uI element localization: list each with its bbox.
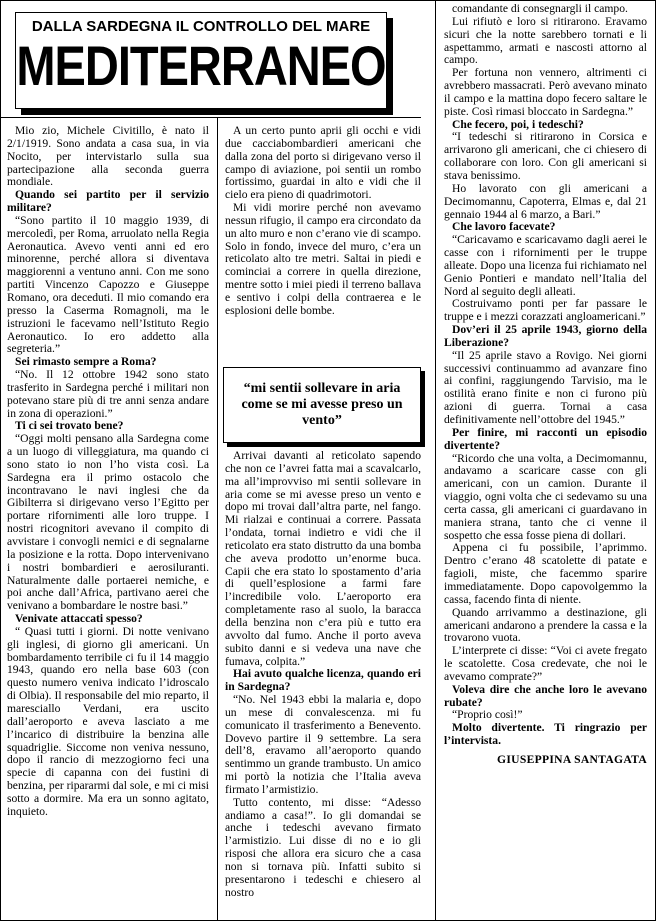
article-paragraph: Mio zio, Michele Civitillo, è nato il 2/1/1919. Sono andata a casa sua, in via Nocito, per intervistarlo sulla sua partecipazione alla seconda guerra mondiale.	[7, 125, 209, 189]
article-paragraph: “Caricavamo e scaricavamo dagli aerei le casse con i rifornimenti per le truppe alleate. Dopo una licenza fui richiamato nel Genio Pontieri e mandato nell’Italia del Nord al seguito degli alleati.	[444, 233, 647, 298]
article-paragraph: Mi vidi morire perché non avevamo nessun rifugio, il campo era circondato da un alto muro e non c’erano vie di scampo. Solo in fondo, invece del muro, c’era un reticolato alto tre metri. Saltai in piedi e cominciai a correre in quella direzione, mentre sotto i miei piedi il terreno ballava e sentivo i colpi della contraerea e le esplosioni delle bombe.	[225, 201, 421, 317]
interview-question: Molto divertente. Ti ringrazio per l’intervista.	[444, 721, 647, 748]
headline-box	[15, 12, 387, 109]
article-paragraph: “Proprio così!”	[452, 708, 523, 722]
interview-question: Sei rimasto sempre a Roma?	[15, 355, 157, 369]
article-paragraph: Appena ci fu possibile, l’aprimmo. Dentro c’erano 48 scatolette di patate e fagioli, miste, che facemmo sparire immediatamente. Dopo capovolgemmo la cassa, facendo finta di niente.	[444, 541, 647, 606]
article-column-2-bottom	[225, 450, 421, 915]
interview-question: Venivate attaccati spesso?	[15, 612, 143, 626]
interview-question: Ti ci sei trovato bene?	[15, 419, 124, 433]
article-paragraph: comandante di consegnargli il campo.	[452, 3, 628, 15]
interview-question: Voleva dire che anche loro le avevano rubate?	[444, 682, 647, 709]
article-paragraph: Quando arrivammo a destinazione, gli americani andarono a prendere la cassa e la trovarono vuota.	[444, 605, 647, 645]
article-paragraph: L’interprete ci disse: “Voi ci avete fregato le scatolette. Cosa credevate, che noi le avevamo comprate?”	[444, 644, 647, 683]
interview-question: Che fecero, poi, i tedeschi?	[452, 117, 584, 131]
article-paragraph: Costruivamo ponti per far passare le truppe e i mezzi corazzati angloamericani.”	[444, 297, 647, 324]
article-paragraph: Ho lavorato con gli americani a Decimomannu, Capoterra, Elmas e, dal 21 gennaio 1944 al 6 marzo, a Bari.”	[444, 181, 647, 221]
article-column-3	[444, 3, 647, 915]
article-paragraph: “Oggi molti pensano alla Sardegna come a un luogo di villeggiatura, ma quando ci sono stato io non l’ho vista così. La Sardegna era il primo ostacolo che incontravano le navi inglesi che da Gibilterra si dirigevano verso l’Egitto per portare rifornimenti alle loro truppe. I nostri ricognitori avevano il compito di avvistare i convogli nemici e di segnalarne la posizione e la rotta. Dopo intervenivano i nostri bombardieri e aerosiluranti. Naturalmente dalle portaerei nemiche, e poi anche dall’Africa, partivano aerei che venivano a bombardare le nostre basi.”	[7, 432, 209, 613]
interview-question: Che lavoro facevate?	[452, 220, 556, 234]
article-paragraph: “Il 25 aprile stavo a Rovigo. Nei giorni successivi continuammo ad avanzare fino ai confini, raggiungendo Tarvisio, ma le ostilità erano finite e non ci furono più azioni di guerra. Tornai a casa definitivamente nell’ottobre del 1945.”	[444, 348, 647, 426]
pull-quote-text: “mi sentii sollevare in aria come se mi avesse preso un vento”	[241, 381, 403, 428]
article-column-1	[7, 125, 209, 915]
column-divider-2	[435, 1, 436, 920]
article-paragraph: “I tedeschi si ritirarono in Corsica e arrivarono gli americani, che ci chiesero di collaborare con loro. Con gli americani si stava benissimo.	[444, 130, 647, 182]
column-divider-1	[217, 117, 218, 920]
article-paragraph: Arrivai davanti al reticolato sapendo che non ce l’avrei fatta mai a scavalcarlo, ma all’improvviso mi sentii sollevare in aria come se mi avesse preso un vento e dopo mi trovai dall’altra parte, nel fango. Mi rialzai e continuai a correre. Passata l’ondata, tornai indietro e vidi che il reticolato era stato distrutto da una bomba che aveva prodotto un’enorme buca. Capii che era stato lo spostamento d’aria di quell’esplosione a farmi fare l’incredibile volo. L’aeroporto era completamente raso al suolo, la baracca della benzina non c’era più e tutto era avvolto dal fumo. Anche il porto aveva subito danni e si vedeva una nave che fumava, colpita.”	[225, 450, 421, 668]
interview-question: Hai avuto qualche licenza, quando eri in Sardegna?	[225, 667, 421, 694]
interview-question: Quando sei partito per il servizio militare?	[7, 188, 209, 215]
article-paragraph: “No. Il 12 ottobre 1942 sono stato trasferito in Sardegna perché i militari non potevano stare più di tre anni senza andare in zona di operazioni.”	[7, 368, 209, 420]
article-paragraph: A un certo punto aprii gli occhi e vidi due cacciabombardieri americani che dalla zona del porto si dirigevano verso il campo di aviazione, poi sentii un rombo fortissimo, guardai in alto e vidi che il cielo era pieno di quadrimotori.	[225, 125, 421, 202]
interview-question: Dov’eri il 25 aprile 1943, giorno della Liberazione?	[444, 323, 647, 349]
article-paragraph: “No. Nel 1943 ebbi la malaria e, dopo un mese di convalescenza. mi fu comunicato il trasferimento a Benevento. Dovevo partire il 9 settembre. La sera dell’8, eravamo all’aeroporto quando sentimmo un grande trambusto. Un amico mi portò la notizia che l’Italia aveva firmato l’armistizio.	[225, 693, 421, 796]
article-column-2-top	[225, 125, 421, 361]
article-paragraph: Tutto contento, mi disse: “Adesso andiamo a casa!”. Io gli domandai se anche i tedeschi avevano firmato l’armistizio. Lui disse di no e io gli risposi che allora era sicuro che a casa non si tornava più. Infatti subito si presentarono i tedeschi e chiesero al nostro	[225, 795, 421, 899]
article-paragraph: “Ricordo che una volta, a Decimomannu, andavamo a scaricare casse con gli americani, con un camion. Durante il viaggio, ogni volta che ci sedevamo su una certa cassa, gli americani ci guardavano in maniera strana, tanto che ci venne il sospetto che essa fosse piena di dollari.	[444, 451, 647, 542]
article-paragraph: “ Quasi tutti i giorni. Di notte venivano gli inglesi, di giorno gli americani. Un bombardamento terribile ci fu il 14 maggio 1943, quando ero nella base 603 (con questo numero veniva indicato l’idroscalo di Olbia). Il responsabile del mio reparto, il maresciallo Verdani, era uscito dall’aeroporto e aveva lasciato a me l’incarico di distribuire la benzina alle squadriglie. Siccome non veniva nessuno, dopo il rancio di mezzogiorno feci una specie di capanna con dei fustini di benzina, per ripararmi dal sole, e mi ci misi sotto a dormire. Ma era un sonno agitato, inquieto.	[7, 624, 209, 818]
headline-title: MEDITERRANEO	[16, 34, 386, 97]
author-signature: GIUSEPPINA SANTAGATA	[497, 752, 647, 766]
article-paragraph: Per fortuna non vennero, altrimenti ci avrebbero massacrati. Però avevano minato il campo e la mattina dopo fecero saltare le piste. Così rimasi bloccato in Sardegna.”	[444, 66, 647, 118]
header-divider	[1, 117, 421, 118]
interview-question: Per finire, mi racconti un episodio divertente?	[444, 425, 647, 452]
headline-kicker: DALLA SARDEGNA IL CONTROLLO DEL MARE	[31, 18, 371, 35]
article-paragraph: Lui rifiutò e loro si ritirarono. Eravamo sicuri che la notte sarebbero tornati e li aspettammo, armati e nascosti attorno al campo.	[444, 14, 647, 67]
pull-quote	[223, 367, 421, 443]
article-paragraph: “Sono partito il 10 maggio 1939, di mercoledì, per Roma, arruolato nella Regia Aeronautica. Avevo venti anni ed ero minorenne, perché allora si diventava maggiorenni a ventuno anni. Con me sono partiti Vincenzo Capozzo e Giuseppe Romano, ora deceduti. Il mio comando era presso la Caserma Romagnoli, ma le istruzioni le facevamo nell’Istituto Regio Aeronautico. Io ero addetto alla segreteria.”	[7, 213, 209, 356]
